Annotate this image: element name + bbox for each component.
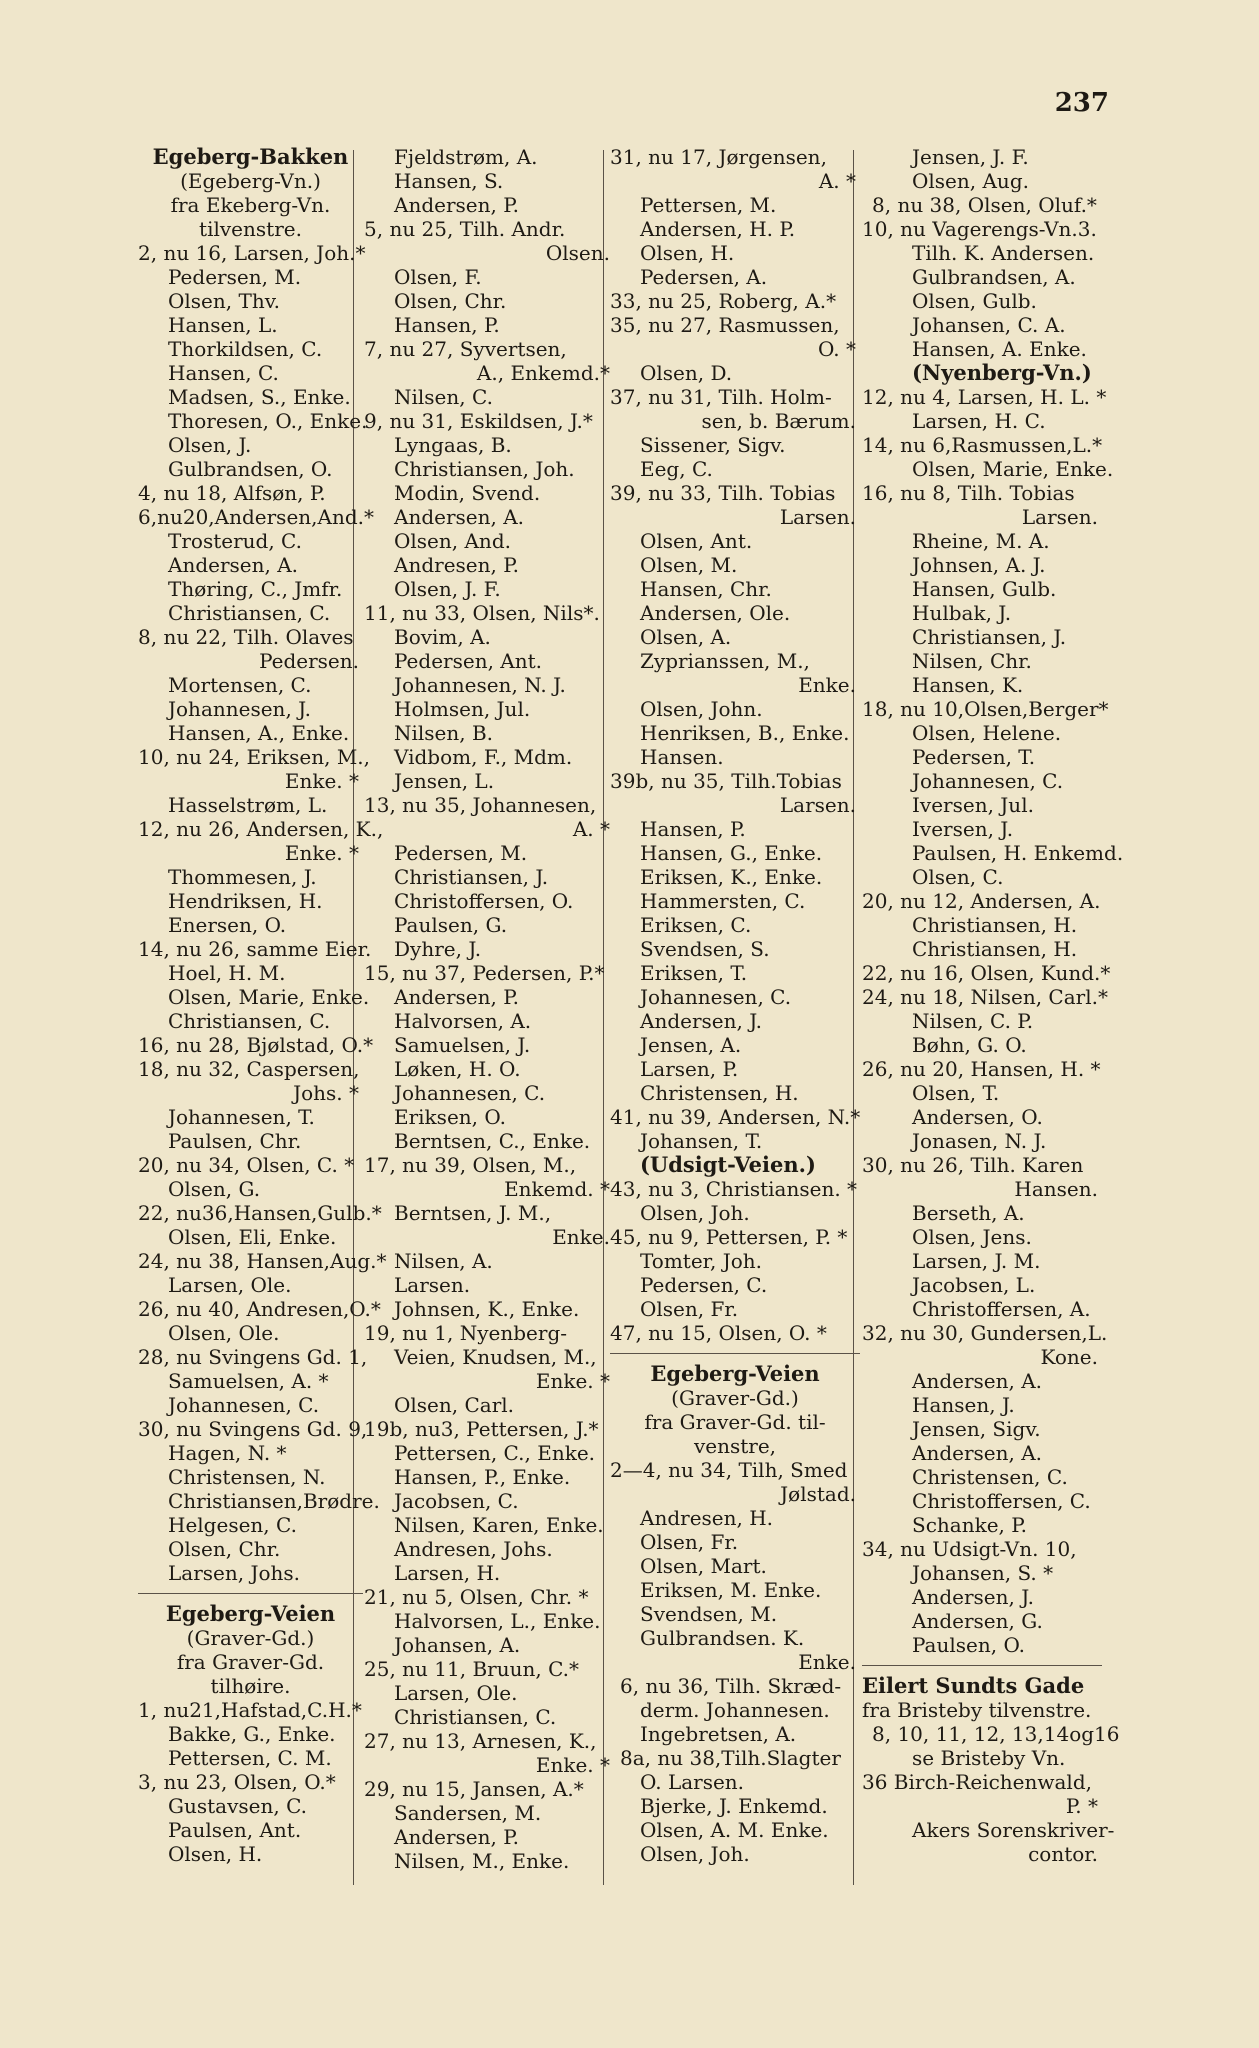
directory-entry: Svendsen, S. — [640, 937, 770, 961]
street-heading: Egeberg-Veien — [610, 1353, 860, 1386]
directory-entry: Jensen, Sigv. — [912, 1417, 1041, 1441]
directory-entry: 3, nu 23, Olsen, O.* — [138, 1770, 336, 1794]
directory-entry: (Graver-Gd.) — [186, 1626, 315, 1650]
directory-entry: Thommesen, J. — [168, 865, 317, 889]
directory-entry: 2, nu 16, Larsen, Joh.* — [138, 241, 366, 265]
directory-entry: Olsen, Fr. — [640, 1530, 739, 1554]
directory-entry: Larsen. — [1021, 505, 1098, 529]
directory-entry: 22, nu 16, Olsen, Kund.* — [862, 961, 1111, 985]
directory-entry: O. Larsen. — [640, 1770, 745, 1794]
directory-entry: Enersen, O. — [168, 913, 287, 937]
directory-entry: Christoffersen, A. — [912, 1297, 1091, 1321]
directory-entry: venstre, — [693, 1434, 777, 1458]
directory-entry: Andersen, J. — [912, 1585, 1035, 1609]
directory-entry: Johannesen, J. — [168, 697, 311, 721]
directory-entry: 10, nu 24, Eriksen, M., — [138, 745, 371, 769]
directory-entry: 26, nu 20, Hansen, H. * — [862, 1057, 1101, 1081]
directory-entry: Johnsen, A. J. — [912, 553, 1046, 577]
directory-entry: Dyhre, J. — [394, 937, 482, 961]
directory-entry: Holmsen, Jul. — [394, 697, 531, 721]
directory-entry: Hansen, P. — [640, 817, 746, 841]
directory-entry: Andersen, O. — [912, 1105, 1043, 1129]
directory-entry: 24, nu 38, Hansen,Aug.* — [138, 1249, 387, 1273]
directory-entry: Larsen. — [779, 505, 856, 529]
directory-entry: Madsen, S., Enke. — [168, 385, 351, 409]
directory-entry: Jonasen, N. J. — [912, 1129, 1047, 1153]
directory-entry: Olsen, H. — [168, 1842, 263, 1866]
street-heading: (Udsigt-Veien.) — [640, 1152, 816, 1177]
directory-entry: 14, nu 6,Rasmussen,L.* — [862, 433, 1103, 457]
directory-entry: Hansen, L. — [168, 313, 278, 337]
directory-entry: 15, nu 37, Pedersen, P.* — [364, 961, 605, 985]
directory-entry: Enke. * — [535, 1369, 610, 1393]
directory-entry: Pedersen. — [259, 649, 359, 673]
directory-entry: Nilsen, Chr. — [912, 649, 1032, 673]
directory-entry: Olsen, H. — [640, 241, 735, 265]
directory-entry: 32, nu 30, Gundersen,L. — [862, 1321, 1108, 1345]
directory-entry: 18, nu 32, Caspersen, — [138, 1057, 360, 1081]
directory-entry: Pedersen, M. — [168, 265, 302, 289]
directory-entry: Andersen, A. — [912, 1441, 1043, 1465]
directory-entry: Olsen. — [545, 241, 610, 265]
directory-entry: Christensen, C. — [912, 1465, 1068, 1489]
directory-entry: Nilsen, B. — [394, 721, 494, 745]
directory-entry: 2—4, nu 34, Tilh, Smed — [610, 1458, 848, 1482]
directory-entry: Olsen, Gulb. — [912, 289, 1037, 313]
directory-entry: Enke. — [798, 1650, 856, 1674]
directory-entry: Andersen, P. — [394, 193, 519, 217]
directory-entry: Johannesen, C. — [912, 769, 1064, 793]
directory-entry: 13, nu 35, Johannesen, — [364, 793, 597, 817]
directory-entry: Christoffersen, O. — [394, 889, 574, 913]
directory-entry: Hansen, P. — [394, 313, 500, 337]
directory-entry: Johannesen, N. J. — [394, 673, 566, 697]
directory-entry: se Bristeby Vn. — [912, 1746, 1066, 1770]
directory-entry: Hansen. — [1014, 1177, 1098, 1201]
directory-entry: Olsen, Thv. — [168, 289, 280, 313]
directory-entry: Andersen, J. — [640, 1009, 763, 1033]
directory-entry: Larsen, Ole. — [168, 1273, 292, 1297]
directory-entry: 39b, nu 35, Tilh.Tobias — [610, 769, 842, 793]
directory-entry: 30, nu Svingens Gd. 9, — [138, 1417, 368, 1441]
directory-entry: Berntsen, C., Enke. — [394, 1129, 591, 1153]
directory-entry: Svendsen, M. — [640, 1602, 778, 1626]
directory-entry: 20, nu 34, Olsen, C. * — [138, 1153, 355, 1177]
directory-entry: Olsen, A. — [640, 625, 732, 649]
directory-entry: fra Bristeby tilvenstre. — [862, 1698, 1092, 1722]
directory-entry: (Egeberg-Vn.) — [180, 169, 321, 193]
directory-entry: Johansen, A. — [394, 1633, 521, 1657]
directory-entry: Andersen, Ole. — [640, 601, 791, 625]
directory-entry: Enke. * — [535, 1753, 610, 1777]
directory-entry: Enke. * — [284, 841, 359, 865]
directory-entry: Olsen, Ole. — [168, 1321, 280, 1345]
directory-entry: sen, b. Bærum. — [701, 409, 856, 433]
directory-entry: 6,nu20,Andersen,And.* — [138, 505, 374, 529]
directory-entry: 19, nu 1, Nyenberg- — [364, 1321, 567, 1345]
directory-entry: Olsen, T. — [912, 1081, 1000, 1105]
directory-entry: Hansen, Chr. — [640, 577, 772, 601]
directory-entry: Eeg, C. — [640, 457, 713, 481]
directory-entry: Andresen, H. — [640, 1506, 774, 1530]
directory-entry: Tomter, Joh. — [640, 1249, 763, 1273]
directory-entry: Schanke, P. — [912, 1513, 1028, 1537]
directory-entry: Hansen, Gulb. — [912, 577, 1057, 601]
directory-entry: Nilsen, C. P. — [912, 1009, 1034, 1033]
directory-entry: fra Ekeberg-Vn. — [170, 193, 331, 217]
directory-entry: 8, nu 38, Olsen, Oluf.* — [872, 193, 1097, 217]
directory-entry: Lyngaas, B. — [394, 433, 512, 457]
directory-entry: Jølstad. — [780, 1482, 856, 1506]
directory-entry: Bovim, A. — [394, 625, 491, 649]
directory-entry: Hendriksen, H. — [168, 889, 323, 913]
directory-entry: 43, nu 3, Christiansen. * — [610, 1177, 858, 1201]
directory-entry: 16, nu 28, Bjølstad, O.* — [138, 1033, 374, 1057]
directory-entry: Olsen, Aug. — [912, 169, 1029, 193]
directory-entry: Olsen, Eli, Enke. — [168, 1225, 337, 1249]
directory-entry: Christiansen,Brødre. — [168, 1489, 380, 1513]
directory-entry: 17, nu 39, Olsen, M., — [364, 1153, 577, 1177]
directory-entry: Andersen, A. — [394, 505, 525, 529]
directory-entry: Trosterud, C. — [168, 529, 302, 553]
directory-entry: Tilh. K. Andersen. — [912, 241, 1095, 265]
directory-entry: Johannesen, C. — [640, 985, 792, 1009]
directory-entry: Andersen, G. — [912, 1609, 1043, 1633]
directory-entry: Pedersen, T. — [912, 745, 1036, 769]
directory-entry: A. * — [818, 169, 856, 193]
directory-entry: Akers Sorenskriver- — [912, 1818, 1115, 1842]
directory-entry: Johannesen, C. — [168, 1393, 320, 1417]
directory-entry: Johansen, T. — [640, 1129, 763, 1153]
directory-entry: Paulsen, G. — [394, 913, 508, 937]
directory-column-2 — [364, 145, 614, 1873]
directory-entry: Berntsen, J. M., — [394, 1201, 552, 1225]
directory-entry: Halvorsen, L., Enke. — [394, 1609, 601, 1633]
directory-entry: Iversen, Jul. — [912, 793, 1034, 817]
directory-entry: Eriksen, O. — [394, 1105, 506, 1129]
street-heading: (Nyenberg-Vn.) — [912, 360, 1092, 385]
directory-entry: P. * — [1065, 1794, 1098, 1818]
directory-entry: Thøring, C., Jmfr. — [168, 577, 343, 601]
directory-entry: Johnsen, K., Enke. — [394, 1297, 580, 1321]
directory-entry: 4, nu 18, Alfsøn, P. — [138, 481, 326, 505]
directory-entry: tilvenstre. — [199, 217, 302, 241]
directory-entry: Nilsen, C. — [394, 385, 493, 409]
directory-entry: Christoffersen, C. — [912, 1489, 1091, 1513]
directory-entry: 8a, nu 38,Tilh.Slagter — [620, 1746, 841, 1770]
directory-entry: Hansen, P., Enke. — [394, 1465, 571, 1489]
directory-entry: Pedersen, M. — [394, 841, 528, 865]
directory-entry: Johs. * — [293, 1081, 359, 1105]
directory-entry: Larsen, Ole. — [394, 1681, 518, 1705]
directory-entry: Olsen, John. — [640, 697, 763, 721]
directory-column-3 — [610, 145, 860, 1866]
directory-entry: Gustavsen, C. — [168, 1794, 308, 1818]
directory-entry: Andersen, P. — [394, 1825, 519, 1849]
directory-entry: 22, nu36,Hansen,Gulb.* — [138, 1201, 382, 1225]
directory-entry: Enke. — [552, 1225, 610, 1249]
directory-entry: tilhøire. — [210, 1674, 291, 1698]
directory-entry: 12, nu 26, Andersen, K., — [138, 817, 384, 841]
directory-entry: Enke. — [798, 673, 856, 697]
directory-entry: Olsen, Chr. — [394, 289, 507, 313]
directory-entry: 35, nu 27, Rasmussen, — [610, 313, 840, 337]
directory-entry: 16, nu 8, Tilh. Tobias — [862, 481, 1075, 505]
directory-entry: Pedersen, C. — [640, 1273, 768, 1297]
directory-entry: 5, nu 25, Tilh. Andr. — [364, 217, 566, 241]
directory-entry: Jensen, J. F. — [912, 145, 1029, 169]
directory-entry: Nilsen, A. — [394, 1249, 493, 1273]
directory-entry: Johannesen, C. — [394, 1081, 546, 1105]
directory-entry: Olsen, Joh. — [640, 1201, 750, 1225]
directory-entry: 29, nu 15, Jansen, A.* — [364, 1777, 584, 1801]
directory-entry: Sandersen, M. — [394, 1801, 542, 1825]
directory-entry: Vidbom, F., Mdm. — [394, 745, 573, 769]
directory-entry: O. * — [818, 337, 856, 361]
directory-entry: 10, nu Vagerengs-Vn.3. — [862, 217, 1097, 241]
directory-entry: 25, nu 11, Bruun, C.* — [364, 1657, 580, 1681]
directory-entry: Bjerke, J. Enkemd. — [640, 1794, 828, 1818]
directory-entry: 1, nu21,Hafstad,C.H.* — [138, 1698, 362, 1722]
directory-entry: 8, nu 22, Tilh. Olaves — [138, 625, 354, 649]
directory-entry: 21, nu 5, Olsen, Chr. * — [364, 1585, 589, 1609]
directory-entry: Nilsen, M., Enke. — [394, 1849, 570, 1873]
page-number: 237 — [1054, 88, 1109, 118]
directory-entry: Hansen, A., Enke. — [168, 721, 350, 745]
directory-entry: Olsen, Fr. — [640, 1297, 739, 1321]
directory-entry: Eriksen, M. Enke. — [640, 1578, 822, 1602]
directory-entry: Hansen, S. — [394, 169, 504, 193]
directory-entry: Christiansen, H. — [912, 937, 1078, 961]
directory-entry: Larsen. — [779, 793, 856, 817]
directory-entry: Hansen, C. — [168, 361, 279, 385]
directory-entry: Jensen, A. — [640, 1033, 742, 1057]
street-heading: Egeberg-Veien — [138, 1593, 363, 1626]
directory-entry: Veien, Knudsen, M., — [394, 1345, 597, 1369]
directory-entry: Paulsen, H. Enkemd. — [912, 841, 1124, 865]
directory-entry: Olsen, F. — [394, 265, 482, 289]
directory-entry: Olsen, M. — [640, 553, 738, 577]
directory-entry: Gulbrandsen, O. — [168, 457, 333, 481]
directory-entry: Pettersen, C. M. — [168, 1746, 332, 1770]
directory-entry: Johansen, C. A. — [912, 313, 1066, 337]
directory-entry: Olsen, Mart. — [640, 1554, 767, 1578]
directory-entry: Olsen, Carl. — [394, 1393, 515, 1417]
directory-entry: Olsen, Ant. — [640, 529, 753, 553]
directory-entry: Christensen, H. — [640, 1081, 799, 1105]
directory-entry: Christiansen, Joh. — [394, 457, 575, 481]
directory-entry: Enkemd. * — [504, 1177, 610, 1201]
directory-entry: 12, nu 4, Larsen, H. L. * — [862, 385, 1107, 409]
directory-entry: A., Enkemd.* — [476, 361, 610, 385]
directory-entry: 6, nu 36, Tilh. Skræd- — [620, 1674, 842, 1698]
directory-entry: Samuelsen, A. * — [168, 1369, 329, 1393]
directory-entry: Andresen, Johs. — [394, 1537, 553, 1561]
directory-entry: Christiansen, C. — [168, 1009, 331, 1033]
directory-entry: 27, nu 13, Arnesen, K., — [364, 1729, 597, 1753]
directory-entry: (Graver-Gd.) — [671, 1386, 799, 1410]
directory-entry: Iversen, J. — [912, 817, 1014, 841]
directory-entry: Olsen, G. — [168, 1177, 261, 1201]
directory-entry: Andresen, P. — [394, 553, 519, 577]
directory-entry: Helgesen, C. — [168, 1513, 297, 1537]
directory-entry: Olsen, And. — [394, 529, 511, 553]
directory-entry: Jacobsen, C. — [394, 1489, 519, 1513]
directory-entry: 26, nu 40, Andresen,O.* — [138, 1297, 381, 1321]
directory-entry: 34, nu Udsigt-Vn. 10, — [862, 1537, 1077, 1561]
directory-entry: Kone. — [1040, 1345, 1098, 1369]
directory-entry: Andersen, A. — [912, 1369, 1043, 1393]
directory-entry: 19b, nu3, Pettersen, J.* — [364, 1417, 599, 1441]
directory-entry: Olsen, Chr. — [168, 1537, 281, 1561]
directory-entry: Bøhn, G. O. — [912, 1033, 1027, 1057]
directory-entry: Johannesen, T. — [168, 1105, 315, 1129]
directory-entry: 37, nu 31, Tilh. Holm- — [610, 385, 832, 409]
directory-entry: Paulsen, Chr. — [168, 1129, 302, 1153]
directory-entry: Bakke, G., Enke. — [168, 1722, 336, 1746]
directory-entry: Gulbrandsen, A. — [912, 265, 1076, 289]
directory-entry: 14, nu 26, samme Eier. — [138, 937, 372, 961]
directory-entry: 45, nu 9, Pettersen, P. * — [610, 1225, 848, 1249]
directory-entry: 11, nu 33, Olsen, Nils*. — [364, 601, 600, 625]
directory-entry: Christiansen, C. — [394, 1705, 557, 1729]
directory-entry: Hasselstrøm, L. — [168, 793, 328, 817]
directory-entry: Larsen, H. — [394, 1561, 501, 1585]
directory-entry: Larsen, Johs. — [168, 1561, 301, 1585]
directory-entry: Christiansen, H. — [912, 913, 1078, 937]
directory-entry: Larsen, P. — [640, 1057, 739, 1081]
directory-entry: Nilsen, Karen, Enke. — [394, 1513, 604, 1537]
directory-entry: Mortensen, C. — [168, 673, 312, 697]
directory-entry: 9, nu 31, Eskildsen, J.* — [364, 409, 593, 433]
directory-entry: Hulbak, J. — [912, 601, 1012, 625]
directory-entry: Christiansen, C. — [168, 601, 331, 625]
directory-entry: Christensen, N. — [168, 1465, 326, 1489]
directory-entry: Hansen. — [640, 745, 724, 769]
directory-entry: 39, nu 33, Tilh. Tobias — [610, 481, 836, 505]
directory-entry: 8, 10, 11, 12, 13,14og16 — [872, 1722, 1120, 1746]
directory-column-1 — [138, 144, 387, 1866]
directory-entry: Pedersen, Ant. — [394, 649, 543, 673]
directory-entry: Pettersen, C., Enke. — [394, 1441, 596, 1465]
directory-entry: Rheine, M. A. — [912, 529, 1050, 553]
street-heading: Eilert Sundts Gade — [862, 1665, 1102, 1698]
directory-entry: Henriksen, B., Enke. — [640, 721, 850, 745]
directory-entry: Andersen, P. — [394, 985, 519, 1009]
directory-entry: Olsen, J. — [168, 433, 252, 457]
directory-entry: fra Graver-Gd. — [176, 1650, 325, 1674]
directory-entry: 36 Birch-Reichenwald, — [862, 1770, 1092, 1794]
directory-entry: contor. — [1028, 1842, 1098, 1866]
directory-entry: 18, nu 10,Olsen,Berger* — [862, 697, 1109, 721]
directory-entry: Andersen, H. P. — [640, 217, 796, 241]
directory-entry: Ingebretsen, A. — [640, 1722, 797, 1746]
directory-entry: Olsen, C. — [912, 865, 1004, 889]
directory-entry: Christiansen, J. — [394, 865, 549, 889]
directory-entry: Hansen, K. — [912, 673, 1024, 697]
directory-entry: Olsen, Marie, Enke. — [168, 985, 370, 1009]
street-heading: Egeberg-Bakken — [152, 144, 349, 169]
directory-entry: Samuelsen, J. — [394, 1033, 531, 1057]
directory-entry: Løken, H. O. — [394, 1057, 521, 1081]
directory-entry: Hansen, J. — [912, 1393, 1015, 1417]
directory-entry: Gulbrandsen. K. — [640, 1626, 805, 1650]
directory-entry: Jacobsen, L. — [912, 1273, 1036, 1297]
directory-entry: Olsen, Helene. — [912, 721, 1062, 745]
directory-entry: Olsen, Jens. — [912, 1225, 1032, 1249]
directory-entry: Andersen, A. — [168, 553, 299, 577]
directory-entry: 24, nu 18, Nilsen, Carl.* — [862, 985, 1108, 1009]
directory-entry: Olsen, D. — [640, 361, 733, 385]
directory-entry: Pedersen, A. — [640, 265, 768, 289]
directory-entry: Zyprianssen, M., — [640, 649, 810, 673]
directory-entry: Eriksen, T. — [640, 961, 748, 985]
directory-entry: Fjeldstrøm, A. — [394, 145, 538, 169]
directory-entry: 30, nu 26, Tilh. Karen — [862, 1153, 1084, 1177]
directory-entry: Sissener, Sigv. — [640, 433, 786, 457]
directory-entry: 47, nu 15, Olsen, O. * — [610, 1321, 827, 1345]
directory-entry: Hoel, H. M. — [168, 961, 286, 985]
directory-entry: fra Graver-Gd. til- — [644, 1410, 826, 1434]
directory-entry: A. * — [572, 817, 610, 841]
directory-entry: Berseth, A. — [912, 1201, 1025, 1225]
directory-entry: Hansen, A. Enke. — [912, 337, 1087, 361]
directory-entry: Hammersten, C. — [640, 889, 806, 913]
directory-entry: Thorkildsen, C. — [168, 337, 323, 361]
directory-entry: Hansen, G., Enke. — [640, 841, 823, 865]
directory-entry: derm. Johannesen. — [640, 1698, 830, 1722]
directory-entry: Modin, Svend. — [394, 481, 541, 505]
directory-entry: 28, nu Svingens Gd. 1, — [138, 1345, 368, 1369]
directory-entry: Hagen, N. * — [168, 1441, 287, 1465]
directory-entry: 41, nu 39, Andersen, N.* — [610, 1105, 861, 1129]
directory-entry: Eriksen, K., Enke. — [640, 865, 823, 889]
directory-entry: Jensen, L. — [394, 769, 495, 793]
directory-entry: Christiansen, J. — [912, 625, 1067, 649]
directory-entry: Paulsen, O. — [912, 1633, 1026, 1657]
directory-entry: Olsen, J. F. — [394, 577, 501, 601]
directory-entry: Eriksen, C. — [640, 913, 752, 937]
directory-entry: Enke. * — [284, 769, 359, 793]
directory-entry: Olsen, Joh. — [640, 1842, 750, 1866]
directory-entry: Olsen, A. M. Enke. — [640, 1818, 829, 1842]
directory-entry: Larsen, H. C. — [912, 409, 1046, 433]
directory-column-4 — [862, 145, 1124, 1866]
directory-entry: 33, nu 25, Roberg, A.* — [610, 289, 837, 313]
directory-entry: 31, nu 17, Jørgensen, — [610, 145, 827, 169]
directory-entry: Halvorsen, A. — [394, 1009, 532, 1033]
directory-entry: 7, nu 27, Syvertsen, — [364, 337, 567, 361]
directory-entry: Olsen, Marie, Enke. — [912, 457, 1114, 481]
directory-entry: Paulsen, Ant. — [168, 1818, 302, 1842]
directory-entry: Pettersen, M. — [640, 193, 777, 217]
directory-entry: Larsen, J. M. — [912, 1249, 1041, 1273]
directory-entry: Thoresen, O., Enke. — [168, 409, 368, 433]
directory-entry: Larsen. — [394, 1273, 471, 1297]
directory-entry: Johansen, S. * — [912, 1561, 1054, 1585]
directory-entry: 20, nu 12, Andersen, A. — [862, 889, 1101, 913]
